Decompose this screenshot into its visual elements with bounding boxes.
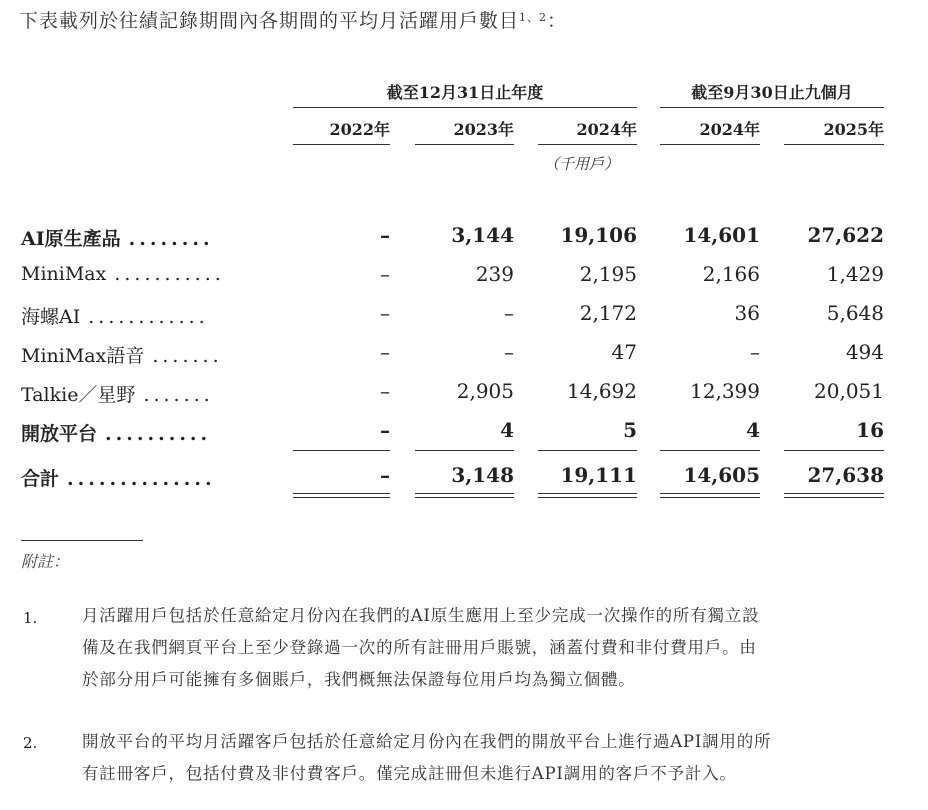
- row-label: MiniMax語音 .......: [21, 345, 223, 367]
- total-double-rule: [538, 493, 637, 498]
- header-group-fiscal-year: 截至12月31日止年度: [386, 83, 544, 102]
- header-year-2022: 2022年: [329, 120, 390, 139]
- footnote-number: 2.: [23, 734, 38, 752]
- table-cell: –: [504, 340, 514, 364]
- footnote-separator: [21, 540, 143, 541]
- header-year-2024-9m: 2024年: [699, 120, 760, 139]
- table-cell: 494: [845, 340, 884, 364]
- table-cell: 4: [500, 418, 514, 442]
- subtotal-rule: [784, 450, 884, 451]
- header-year-2025-9m: 2025年: [823, 120, 884, 139]
- table-cell: 47: [611, 340, 637, 364]
- table-cell: 27,638: [807, 463, 884, 487]
- header-group-nine-months: 截至9月30日止九個月: [691, 83, 853, 102]
- table-cell: 1,429: [826, 262, 884, 286]
- table-cell: 20,051: [814, 379, 884, 403]
- header-year-2023: 2023年: [453, 120, 514, 139]
- table-cell: –: [380, 418, 390, 442]
- table-cell: 14,601: [683, 223, 760, 247]
- total-double-rule: [415, 493, 514, 498]
- table-cell: 19,106: [560, 223, 637, 247]
- intro-tail: ：: [547, 10, 568, 32]
- footnote-text: 開放平台的平均月活躍客戶包括於任意給定月份內在我們的開放平台上進行過API調用的所 有註冊客戶，包括付費及非付費客戶。僅完成註冊但未進行API調用的客戶不予計入。: [82, 732, 772, 783]
- table-cell: 2,172: [579, 301, 637, 325]
- table-cell: 5: [623, 418, 637, 442]
- row-label: AI原生產品 ........: [21, 228, 214, 250]
- table-cell: 36: [734, 301, 760, 325]
- header-rule: [415, 144, 514, 145]
- row-label: 海螺AI ............: [21, 306, 209, 328]
- total-double-rule: [293, 493, 390, 498]
- intro-sentence: [19, 6, 567, 33]
- table-cell: –: [750, 340, 760, 364]
- table-cell: –: [380, 223, 390, 247]
- subtotal-rule: [293, 450, 390, 451]
- table-cell: 14,692: [567, 379, 637, 403]
- header-rule: [293, 144, 390, 145]
- intro-text: 下表載列於往績記錄期間內各期間的平均月活躍用戶數目: [19, 10, 520, 32]
- table-cell: –: [380, 463, 390, 487]
- total-double-rule: [660, 493, 760, 498]
- table-cell: –: [380, 301, 390, 325]
- table-cell: 27,622: [807, 223, 884, 247]
- header-group-fiscal-year-rule: [293, 107, 637, 108]
- header-year-2024: 2024年: [576, 120, 637, 139]
- table-cell: 12,399: [690, 379, 760, 403]
- table-cell: 2,166: [702, 262, 760, 286]
- row-label: 開放平台 ..........: [21, 423, 212, 445]
- table-cell: –: [380, 379, 390, 403]
- row-label: Talkie／星野 .......: [21, 384, 214, 406]
- table-cell: 2,905: [456, 379, 514, 403]
- table-cell: 14,605: [683, 463, 760, 487]
- row-label: MiniMax ...........: [21, 263, 225, 285]
- table-cell: 2,195: [579, 262, 637, 286]
- header-rule: [538, 144, 637, 145]
- header-group-nine-months-rule: [660, 107, 884, 108]
- table-cell: –: [380, 340, 390, 364]
- table-cell: 239: [475, 262, 514, 286]
- table-cell: –: [504, 301, 514, 325]
- footnote-title: 附註：: [21, 552, 70, 571]
- footnote-text: 月活躍用戶包括於任意給定月份內在我們的AI原生應用上至少完成一次操作的所有獨立設 備及在我們網頁平台上至少登錄過一次的所有註冊用戶賬號，涵蓋付費和非付費用戶。由 於部分用戶可能擁有多個賬戶，我們概無法保證每位用戶均為獨立個體。: [82, 606, 760, 689]
- table-cell: –: [380, 262, 390, 286]
- header-rule: [784, 144, 884, 145]
- unit-label: （千用戶）: [544, 155, 620, 173]
- header-rule: [660, 144, 760, 145]
- row-label: 合計 ..............: [21, 468, 216, 490]
- intro-footnote-ref: 1、2: [519, 11, 548, 24]
- table-cell: 4: [746, 418, 760, 442]
- subtotal-rule: [538, 450, 637, 451]
- table-cell: 19,111: [560, 463, 637, 487]
- total-double-rule: [784, 493, 884, 498]
- footnote-number: 1.: [23, 609, 38, 627]
- subtotal-rule: [660, 450, 760, 451]
- subtotal-rule: [415, 450, 514, 451]
- table-cell: 3,148: [451, 463, 514, 487]
- table-cell: 16: [856, 418, 884, 442]
- table-cell: 3,144: [451, 223, 514, 247]
- table-cell: 5,648: [826, 301, 884, 325]
